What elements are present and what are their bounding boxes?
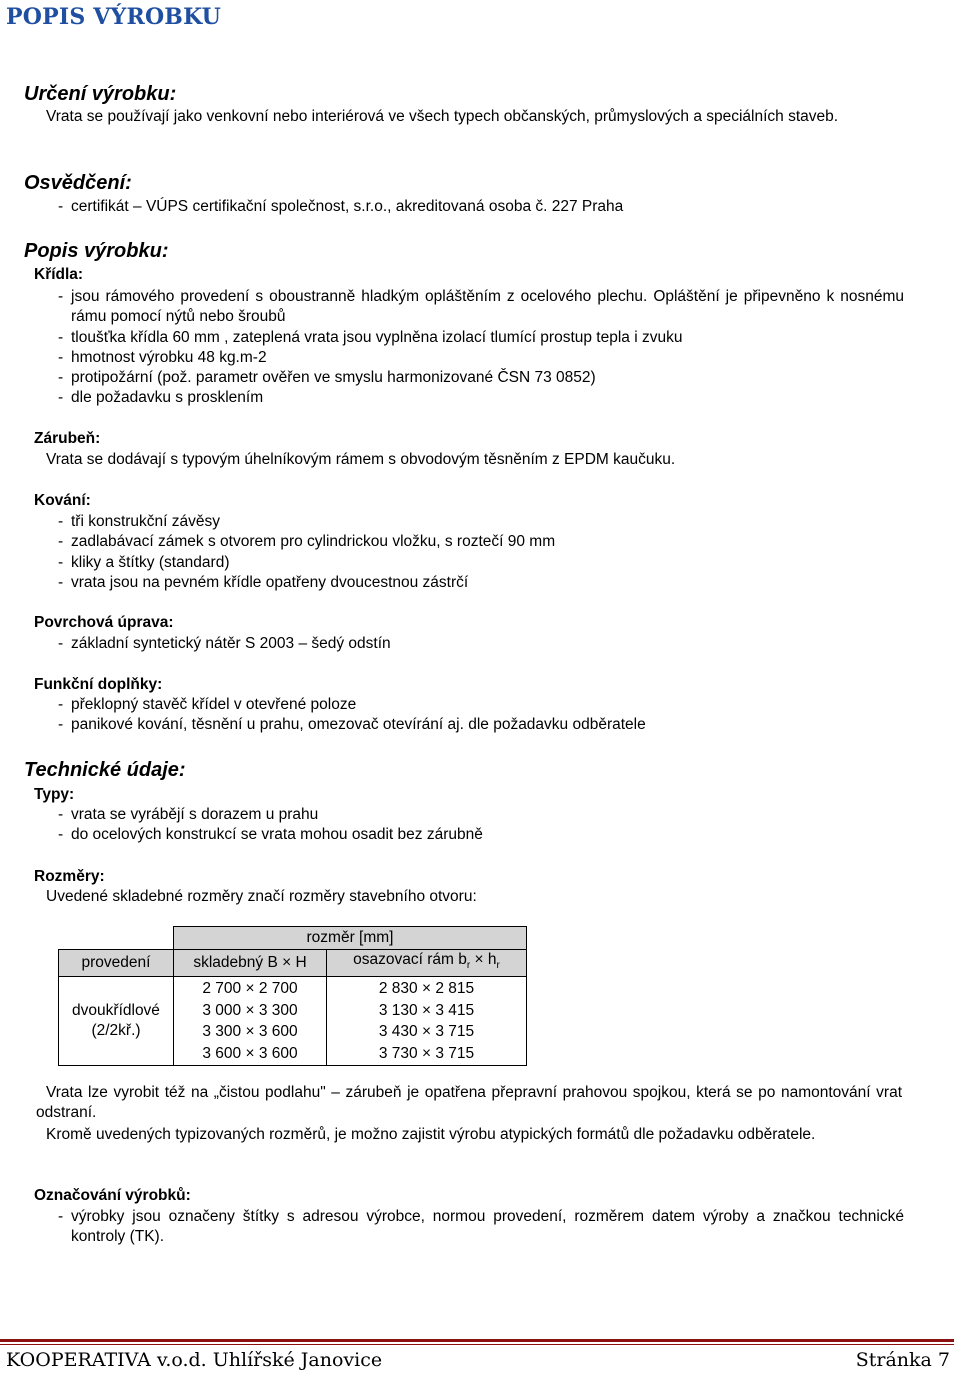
povrch-list (58, 634, 904, 654)
note-atypicke: Kromě uvedených typizovaných rozměrů, je možno zajistit výrobu atypických formátů dle požadavku odběratele. (46, 1126, 816, 1143)
doplnky-list (58, 695, 904, 736)
table-cell-skladebny (174, 977, 327, 1066)
table-value: 3 430 × 3 715 (378, 1023, 475, 1041)
dimensions-table (58, 926, 527, 1066)
table-value: 2 830 × 2 815 (378, 980, 475, 998)
list-item: - protipožární (pož. parametr ověřen ve smyslu harmonizované ČSN 73 0852) (58, 368, 904, 388)
typy-list (58, 805, 904, 846)
zarubna-text: Vrata se dodávají s typovým úhelníkovým rámem s obvodovým těsněním z EPDM kaučuku. (46, 451, 676, 468)
list-item: - kliky a štítky (standard) (58, 553, 904, 573)
header-text: × h (470, 951, 497, 968)
subheading-oznacovani: Označování výrobků: (34, 1187, 191, 1204)
table-group-header: rozměr [mm] (174, 927, 527, 950)
subheading-doplnky: Funkční doplňky: (34, 676, 163, 693)
subheading-kovani: Kování: (34, 492, 91, 509)
type-line: (2/2kř.) (91, 1022, 141, 1040)
list-item: - překlopný stavěč křídel v otevřené poloze (58, 695, 904, 715)
list-item: - jsou rámového provedení s oboustranně hladkým opláštěním z ocelového plechu. Opláštění je připevněno k nosnému rámu pomocí nýtů nebo šroubů (58, 287, 904, 328)
table-value: 3 600 × 3 600 (202, 1044, 298, 1062)
table-value: 3 130 × 3 415 (378, 1001, 475, 1019)
list-item: - do ocelových konstrukcí se vrata mohou osadit bez zárubně (58, 825, 904, 845)
header-subscript: r (466, 960, 471, 972)
list-item: - dle požadavku s prosklením (58, 388, 904, 408)
table-empty-cell (59, 927, 174, 950)
list-item: - certifikát – VÚPS certifikační společnost, s.r.o., akreditovaná osoba č. 227 Praha (58, 197, 904, 217)
list-item: - panikové kování, těsnění u prahu, omezovač otevírání aj. dle požadavku odběratele (58, 715, 904, 735)
table-value: 3 300 × 3 600 (202, 1023, 298, 1041)
kridla-list (58, 287, 904, 409)
table-header-skladebny: skladebný B × H (174, 950, 327, 977)
section-heading-popis: Popis výrobku: (24, 240, 169, 262)
type-line: dvoukřídlové (72, 1002, 160, 1020)
list-item: - výrobky jsou označeny štítky s adresou výrobce, normou provedení, rozměrem datem výroby a značkou technické kontroly (TK). (58, 1207, 904, 1248)
osvedceni-list (58, 197, 904, 217)
footer-divider-thin (0, 1344, 954, 1345)
page-title: POPIS VÝROBKU (6, 4, 222, 30)
subheading-typy: Typy: (34, 786, 75, 803)
list-item: - vrata se vyrábějí s dorazem u prahu (58, 805, 904, 825)
table-value: 2 700 × 2 700 (202, 980, 298, 998)
footer-divider (0, 1339, 954, 1342)
footer-page-number: Stránka 7 (855, 1349, 950, 1371)
table-value: 3 730 × 3 715 (378, 1044, 475, 1062)
list-item: - zadlabávací zámek s otvorem pro cylindrickou vložku, s roztečí 90 mm (58, 532, 904, 552)
list-item: - tloušťka křídla 60 mm , zateplená vrata jsou vyplněna izolací tlumící prostup tepla i zvuku (58, 328, 904, 348)
kovani-list (58, 512, 904, 593)
oznacovani-list (58, 1207, 904, 1248)
header-text: osazovací rám b (353, 951, 467, 968)
section-heading-osvedceni: Osvědčení: (24, 172, 132, 194)
list-item: - hmotnost výrobku 48 kg.m-2 (58, 348, 904, 368)
table-cell-osazovaci (327, 977, 527, 1066)
list-item: - základní syntetický nátěr S 2003 – šedý odstín (58, 634, 904, 654)
section-heading-technicke: Technické údaje: (24, 759, 186, 781)
header-subscript: r (496, 960, 500, 972)
subheading-rozmery: Rozměry: (34, 868, 105, 885)
list-item: - vrata jsou na pevném křídle opatřeny dvoucestnou zástrčí (58, 573, 904, 593)
subheading-kridla: Křídla: (34, 266, 84, 283)
footer-company: KOOPERATIVA v.o.d. Uhlířské Janovice (6, 1349, 383, 1371)
rozmery-text: Uvedené skladebné rozměry značí rozměry stavebního otvoru: (46, 888, 477, 905)
table-header-osazovaci (327, 950, 527, 977)
note-cista-podlaha: Vrata lze vyrobit též na „čistou podlahu" – zárubeň je opatřena přepravní prahovou spojkou, která se po namontování vrat odstraní. (36, 1084, 902, 1122)
table-cell-type (59, 977, 174, 1066)
subheading-zarubna: Zárubeň: (34, 430, 101, 447)
urceni-text: Vrata se používají jako venkovní nebo interiérová ve všech typech občanských, průmyslových a speciálních staveb. (46, 108, 839, 125)
table-value: 3 000 × 3 300 (202, 1001, 298, 1019)
section-heading-urceni: Určení výrobku: (24, 83, 177, 105)
table-header-provedeni: provedení (59, 950, 174, 977)
subheading-povrch: Povrchová úprava: (34, 614, 174, 631)
list-item: - tři konstrukční závěsy (58, 512, 904, 532)
